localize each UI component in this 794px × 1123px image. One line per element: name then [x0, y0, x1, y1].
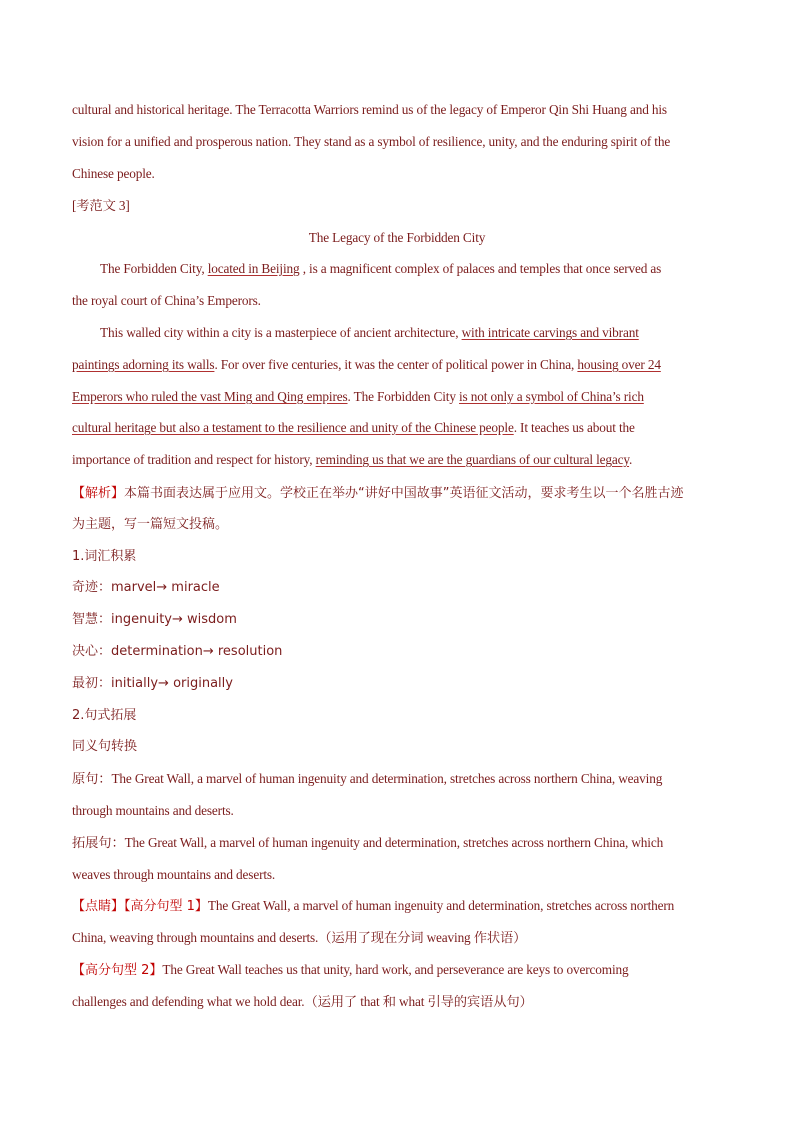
- essay2-line-1: cultural and historical heritage. The Terracotta Warriors remind us of the legacy of Emperor Qin Shi Huang and his: [72, 102, 667, 117]
- text-span: The Forbidden City,: [100, 261, 208, 276]
- highlight-text: The Great Wall, a marvel of human ingenuity and determination, stretches across northern: [207, 898, 675, 913]
- analysis-tag: 【解析】: [72, 486, 125, 501]
- vocab-item: 最初：initially→ originally: [72, 676, 233, 691]
- highlight-1-line-2: China, weaving through mountains and deserts.（运用了现在分词 weaving 作状语）: [72, 930, 527, 945]
- essay3-p1-line-2: the royal court of China’s Emperors.: [72, 293, 261, 308]
- essay3-p2-line-5: [72, 451, 632, 469]
- underlined-phrase: is not only a symbol of China’s rich: [459, 389, 644, 404]
- analysis-text: 本篇书面表达属于应用文。学校正在举办“讲好中国故事”英语征文活动，要求考生以一个名胜古迹: [124, 486, 684, 501]
- essay3-label: [考范文 3]: [72, 198, 130, 213]
- essay2-line-3: Chinese people.: [72, 166, 155, 181]
- expanded-sentence-line-1: 拓展句：The Great Wall, a marvel of human ingenuity and determination, stretches across northern China, which: [72, 835, 664, 850]
- text-span: , is a magnificent complex of palaces and temples that once served as: [299, 261, 662, 276]
- underlined-phrase: Emperors who ruled the vast Ming and Qing empires: [72, 389, 348, 404]
- underlined-phrase: cultural heritage but also a testament to the resilience and unity of the Chinese people: [72, 420, 514, 435]
- underlined-phrase: housing over 24: [577, 357, 661, 372]
- analysis-line-2: 为主题，写一篇短文投稿。: [72, 517, 229, 532]
- expanded-sentence-line-2: weaves through mountains and deserts.: [72, 867, 276, 882]
- sentences-heading: 2.句式拓展: [72, 708, 137, 723]
- underlined-phrase: paintings adorning its walls: [72, 357, 215, 372]
- underlined-phrase: reminding us that we are the guardians of our cultural legacy: [315, 452, 630, 467]
- highlight-text: The Great Wall teaches us that unity, hard work, and perseverance are keys to overcoming: [162, 962, 629, 977]
- vocab-item: 奇迹：marvel→ miracle: [72, 580, 220, 595]
- text-span: importance of tradition and respect for history,: [72, 452, 316, 467]
- underlined-phrase: located in Beijing: [207, 261, 300, 276]
- original-sentence-line-2: through mountains and deserts.: [72, 803, 234, 818]
- sentences-subheading: 同义句转换: [72, 739, 138, 754]
- highlight-tag: 【高分句型 2】: [72, 963, 163, 978]
- essay3-title: The Legacy of the Forbidden City: [308, 230, 486, 245]
- text-span: . It teaches us about the: [513, 420, 635, 435]
- essay3-p2-line-1: [100, 324, 639, 342]
- highlight-tag: 【点睛】: [72, 899, 125, 914]
- original-sentence-line-1: 原句：The Great Wall, a marvel of human ingenuity and determination, stretches across northern China, weaving: [72, 771, 663, 786]
- text-span: This walled city within a city is a masterpiece of ancient architecture,: [100, 325, 462, 340]
- essay3-p2-line-2: [72, 356, 661, 374]
- highlight-1-line-1: [72, 897, 674, 916]
- vocab-heading: 1.词汇积累: [72, 549, 137, 564]
- vocab-item: 决心：determination→ resolution: [72, 644, 283, 659]
- essay3-p1-line-1: [100, 260, 661, 278]
- vocab-item: 智慧：ingenuity→ wisdom: [72, 612, 237, 627]
- underlined-phrase: with intricate carvings and vibrant: [461, 325, 639, 340]
- text-span: . For over five centuries, it was the center of political power in China,: [214, 357, 578, 372]
- analysis-line-1: [72, 484, 684, 503]
- highlight-tag: 【高分句型 1】: [124, 899, 208, 914]
- highlight-2-line-1: [72, 961, 629, 980]
- essay2-line-2: vision for a unified and prosperous nation. They stand as a symbol of resilience, unity, and the enduring spirit of the: [72, 134, 671, 149]
- text-span: . The Forbidden City: [347, 389, 460, 404]
- highlight-2-line-2: challenges and defending what we hold dear.（运用了 that 和 what 引导的宾语从句）: [72, 994, 533, 1009]
- text-span: .: [629, 452, 633, 467]
- essay3-p2-line-3: [72, 388, 644, 406]
- essay3-p2-line-4: [72, 419, 635, 437]
